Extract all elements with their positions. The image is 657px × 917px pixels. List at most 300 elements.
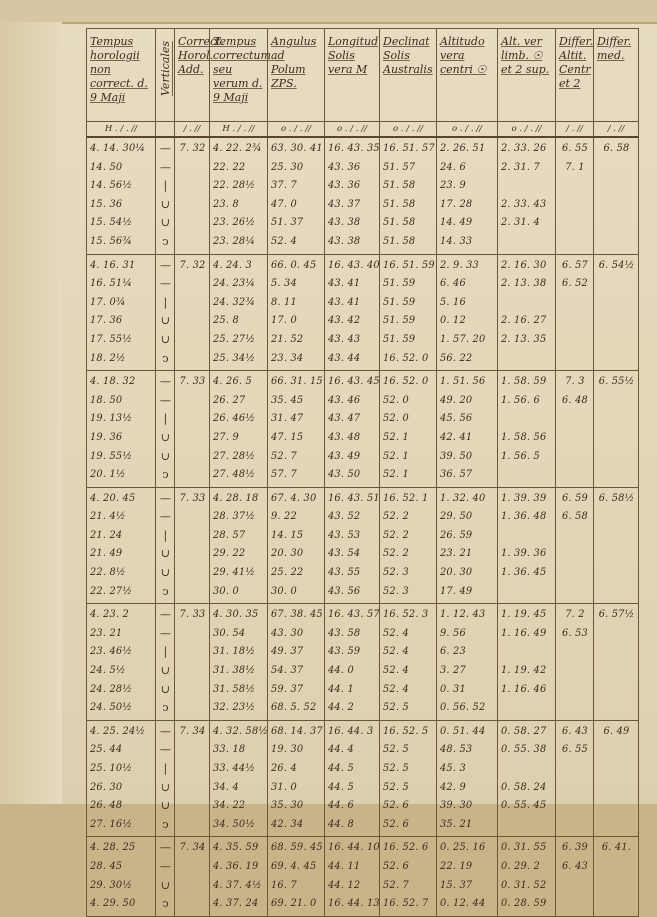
true-altitude-value: 6. 23 [440, 646, 466, 658]
sun-declination-value: 52. 2 [383, 548, 409, 560]
time-uncorrected-value: 4. 25. 24½ [90, 725, 146, 737]
hour-angle-value: 17. 0 [271, 315, 297, 327]
altitude-difference-value: 6. 52 [562, 278, 588, 290]
true-altitude-value: 49. 20 [440, 394, 473, 406]
limb-altitude-value: 2. 16. 30 [501, 259, 547, 271]
time-corrected-value: 4. 28. 18 [213, 492, 259, 504]
true-altitude-value: 39. 30 [440, 800, 473, 812]
sun-declination-value: 52. 5 [383, 763, 409, 774]
limb-altitude-value: 1. 39. 39 [501, 492, 547, 504]
limb-altitude-value [501, 350, 553, 369]
verticales-value: ∪ [160, 216, 171, 230]
verticales-value: ↄ [162, 584, 169, 598]
verticales-value: | [163, 645, 168, 659]
limb-altitude-cell [498, 487, 556, 604]
time-uncorrected-cell [87, 137, 156, 254]
time-corrected-cell [210, 254, 268, 371]
time-corrected-cell [210, 371, 268, 488]
verticales-value: | [163, 179, 168, 193]
header-row [87, 29, 639, 122]
limb-altitude-value: 0. 28. 59 [501, 898, 547, 910]
sun-longitude-value: 43. 38 [328, 235, 361, 247]
altitude-difference-value: 6. 39 [562, 842, 588, 854]
time-uncorrected-value: 21. 4½ [90, 511, 126, 523]
altitude-difference-value: 6. 55 [562, 143, 588, 154]
sun-longitude-value: 43. 50 [328, 469, 361, 481]
limb-altitude-value: 1. 36. 48 [501, 511, 547, 523]
time-corrected-value: 31. 38½ [213, 665, 256, 677]
limb-altitude-value [501, 466, 553, 485]
time-corrected-value: 4. 37. 4½ [213, 879, 262, 891]
mean-difference-value: 6. 41. [601, 842, 632, 854]
time-corrected-value: 25. 34½ [213, 352, 256, 364]
limb-altitude-value [501, 527, 553, 546]
sun-longitude-value: 16. 44. 3 [328, 725, 374, 737]
sun-longitude-value: 43. 49 [328, 450, 361, 462]
hour-angle-value: 69. 21. 0 [271, 898, 317, 910]
sun-declination-value: 16. 52. 7 [383, 898, 429, 910]
limb-altitude-value: 0. 29. 2 [501, 860, 540, 872]
sun-longitude-cell [325, 720, 380, 837]
true-altitude-value: 42. 41 [440, 431, 473, 443]
sun-longitude-value: 43. 55 [328, 567, 361, 579]
sun-declination-value: 52. 5 [383, 702, 409, 714]
sun-declination-value: 52. 6 [383, 860, 409, 872]
observation-block [87, 487, 639, 604]
true-altitude-value: 0. 31 [440, 683, 466, 695]
time-corrected-value: 22. 28½ [213, 180, 256, 192]
verticales-value: ↄ [162, 897, 169, 911]
verticales-cell [156, 254, 175, 371]
verticales-value: — [159, 510, 172, 524]
verticales-value: ∪ [160, 547, 171, 561]
mean-difference-value: 6. 58½ [598, 492, 635, 504]
time-uncorrected-value: 25. 44 [90, 744, 123, 756]
time-uncorrected-value: 22. 8½ [90, 567, 126, 579]
sun-longitude-value: 44. 12 [328, 879, 361, 891]
limb-altitude-cell [498, 371, 556, 488]
true-altitude-value: 1. 12. 43 [440, 609, 486, 621]
mean-difference-value: 6. 58 [603, 143, 630, 154]
limb-altitude-value: 1. 56. 6 [501, 394, 540, 406]
time-uncorrected-value: 4. 23. 2 [90, 609, 129, 621]
clock-correction-value: 7. 33 [179, 492, 206, 504]
limb-altitude-value [501, 583, 553, 602]
hour-angle-cell [268, 137, 325, 254]
sun-longitude-value: 43. 41 [328, 278, 361, 290]
verticales-value: ∪ [160, 878, 171, 892]
sun-longitude-value: 44. 1 [328, 683, 354, 695]
time-corrected-cell [210, 720, 268, 837]
altitude-difference-cell [556, 604, 594, 721]
hour-angle-value: 68. 14. 37 [271, 725, 323, 737]
limb-altitude-value [501, 643, 553, 662]
hour-angle-value: 37. 7 [271, 180, 297, 192]
hour-angle-cell [268, 371, 325, 488]
limb-altitude-value: 1. 56. 5 [501, 450, 540, 462]
limb-altitude-cell [498, 254, 556, 371]
time-uncorrected-value: 19. 36 [90, 431, 123, 443]
sun-declination-value: 16. 52. 0 [383, 376, 429, 388]
sun-longitude-value: 16. 43. 40 [328, 259, 380, 271]
true-altitude-value: 17. 49 [440, 585, 473, 597]
true-altitude-value: 39. 50 [440, 450, 473, 462]
limb-altitude-value: 2. 31. 7 [501, 161, 540, 173]
time-uncorrected-value: 23. 46½ [90, 646, 133, 658]
verticales-value: ∪ [160, 314, 171, 328]
verticales-value: — [159, 608, 172, 622]
left-margin [0, 22, 62, 804]
limb-altitude-value: 2. 16. 27 [501, 315, 547, 327]
true-altitude-cell [437, 720, 498, 837]
hour-angle-value: 21. 52 [271, 333, 304, 345]
true-altitude-value: 26. 59 [440, 529, 473, 541]
time-uncorrected-value: 18. 50 [90, 394, 123, 406]
altitude-difference-value: 6. 58 [562, 511, 588, 523]
verticales-value: ∪ [160, 449, 171, 463]
sun-longitude-value: 44. 0 [328, 665, 354, 677]
sun-declination-value: 16. 52. 5 [383, 725, 429, 737]
limb-altitude-cell [498, 837, 556, 916]
altitude-difference-cell [556, 837, 594, 916]
sun-declination-value: 52. 3 [383, 567, 409, 579]
sun-declination-value: 52. 5 [383, 744, 409, 756]
time-uncorrected-value: 25. 10½ [90, 763, 133, 774]
limb-altitude-value: 1. 19. 42 [501, 665, 547, 677]
verticales-value: ∪ [160, 430, 171, 444]
time-uncorrected-value: 15. 56¾ [90, 235, 133, 247]
hour-angle-value: 47. 0 [271, 198, 297, 210]
true-altitude-cell [437, 487, 498, 604]
limb-altitude-value: 0. 58. 24 [501, 781, 547, 793]
hour-angle-cell [268, 837, 325, 916]
limb-altitude-value: 0. 31. 52 [501, 879, 547, 891]
altitude-difference-cell [556, 720, 594, 837]
sun-longitude-value: 43. 48 [328, 431, 361, 443]
header-clock-correction: Correct. Horol. Add. [175, 29, 210, 122]
hour-angle-value: 31. 47 [271, 413, 304, 425]
sun-declination-value: 52. 1 [383, 431, 409, 443]
time-corrected-value: 27. 48½ [213, 469, 256, 481]
sun-longitude-value: 43. 56 [328, 585, 361, 597]
time-corrected-value: 34. 50½ [213, 818, 256, 830]
sun-longitude-cell [325, 137, 380, 254]
unit-cell: / . // [556, 122, 594, 138]
verticales-value: — [159, 375, 172, 389]
time-corrected-cell [210, 837, 268, 916]
time-uncorrected-value: 24. 28½ [90, 683, 133, 695]
hour-angle-value: 68. 5. 52 [271, 702, 317, 714]
time-corrected-value: 25. 27½ [213, 333, 256, 345]
time-uncorrected-value: 15. 54½ [90, 217, 133, 229]
hour-angle-cell [268, 604, 325, 721]
verticales-value: ∪ [160, 332, 171, 346]
time-uncorrected-cell [87, 254, 156, 371]
time-corrected-value: 23. 26½ [213, 217, 256, 229]
observation-block [87, 720, 639, 837]
verticales-value: — [159, 626, 172, 640]
hour-angle-value: 67. 38. 45 [271, 609, 323, 621]
observation-table [86, 28, 639, 917]
hour-angle-value: 63. 30. 41 [271, 143, 323, 154]
sun-declination-value: 16. 51. 57 [383, 143, 435, 154]
true-altitude-cell [437, 604, 498, 721]
sun-longitude-value: 43. 42 [328, 315, 361, 327]
limb-altitude-value: 1. 58. 59 [501, 376, 547, 388]
sun-declination-value: 52. 2 [383, 511, 409, 523]
true-altitude-value: 48. 53 [440, 744, 473, 756]
clock-correction-cell [175, 837, 210, 916]
true-altitude-value: 42. 9 [440, 781, 466, 793]
verticales-cell [156, 137, 175, 254]
hour-angle-value: 59. 37 [271, 683, 304, 695]
verticales-value: | [163, 762, 168, 775]
time-corrected-value: 27. 9 [213, 431, 239, 443]
verticales-cell [156, 371, 175, 488]
altitude-difference-value: 6. 43 [562, 860, 588, 872]
clock-correction-value: 7. 33 [179, 609, 206, 621]
header-verticales: Verticales [156, 29, 175, 122]
time-uncorrected-value: 24. 50½ [90, 702, 133, 714]
sun-longitude-value: 43. 53 [328, 529, 361, 541]
time-corrected-value: 28. 37½ [213, 511, 256, 523]
time-corrected-value: 32. 23½ [213, 702, 256, 714]
mean-difference-cell [594, 604, 639, 721]
time-corrected-value: 28. 57 [213, 529, 246, 541]
sun-declination-value: 51. 59 [383, 296, 416, 308]
time-uncorrected-value: 15. 36 [90, 198, 123, 210]
time-uncorrected-value: 4. 16. 31 [90, 259, 136, 271]
hour-angle-cell [268, 720, 325, 837]
time-uncorrected-value: 20. 1½ [90, 469, 126, 481]
sun-longitude-value: 43. 36 [328, 180, 361, 192]
sun-longitude-value: 44. 5 [328, 781, 354, 793]
true-altitude-value: 14. 33 [440, 235, 473, 247]
header-sun-declination: Declinat Solis Australis [380, 29, 437, 122]
observation-block [87, 254, 639, 371]
mean-difference-cell [594, 487, 639, 604]
sun-declination-cell [380, 487, 437, 604]
time-corrected-value: 31. 18½ [213, 646, 256, 658]
time-uncorrected-value: 17. 55½ [90, 333, 133, 345]
sun-declination-value: 52. 0 [383, 413, 409, 425]
hour-angle-value: 19. 30 [271, 744, 304, 756]
verticales-cell [156, 720, 175, 837]
time-uncorrected-value: 26. 48 [90, 800, 123, 812]
time-corrected-value: 4. 36. 19 [213, 860, 259, 872]
sun-longitude-value: 43. 58 [328, 627, 361, 639]
true-altitude-value: 0. 25. 16 [440, 842, 486, 854]
clock-correction-cell [175, 137, 210, 254]
true-altitude-value: 1. 32. 40 [440, 492, 486, 504]
true-altitude-value: 6. 46 [440, 278, 466, 290]
verticales-value: | [163, 295, 168, 309]
limb-altitude-value: 1. 16. 46 [501, 683, 547, 695]
hour-angle-cell [268, 254, 325, 371]
altitude-difference-value: 7. 2 [565, 609, 585, 621]
hour-angle-value: 52. 4 [271, 235, 297, 247]
clock-correction-cell [175, 720, 210, 837]
altitude-difference-value: 6. 53 [562, 627, 588, 639]
true-altitude-value: 45. 56 [440, 413, 473, 425]
sun-declination-cell [380, 371, 437, 488]
sun-longitude-value: 44. 6 [328, 800, 354, 812]
sun-declination-value: 52. 7 [383, 879, 409, 891]
sun-declination-value: 51. 57 [383, 161, 416, 173]
header-sun-longitude: Longitud Solis vera M [325, 29, 380, 122]
header-time-corrected: Tempus correctum seu verum d. 9 Maji [210, 29, 268, 122]
hour-angle-value: 16. 7 [271, 879, 297, 891]
sun-longitude-value: 43. 54 [328, 548, 361, 560]
unit-cell: o . / . // [325, 122, 380, 138]
time-corrected-cell [210, 137, 268, 254]
hour-angle-value: 57. 7 [271, 469, 297, 481]
sun-longitude-value: 43. 36 [328, 161, 361, 173]
sun-declination-value: 51. 58 [383, 180, 416, 192]
limb-altitude-value: 2. 13. 35 [501, 333, 547, 345]
time-corrected-cell [210, 487, 268, 604]
sun-longitude-cell [325, 604, 380, 721]
time-corrected-value: 22. 22 [213, 161, 246, 173]
altitude-difference-value: 7. 3 [565, 376, 585, 388]
true-altitude-cell [437, 837, 498, 916]
hour-angle-value: 43. 30 [271, 627, 304, 639]
limb-altitude-value: 2. 31. 4 [501, 217, 540, 229]
sun-declination-value: 52. 3 [383, 585, 409, 597]
hour-angle-value: 52. 7 [271, 450, 297, 462]
true-altitude-cell [437, 137, 498, 254]
verticales-value: ∪ [160, 799, 171, 813]
verticales-value: — [159, 258, 172, 272]
time-corrected-value: 23. 8 [213, 198, 239, 210]
sun-longitude-cell [325, 371, 380, 488]
true-altitude-value: 0. 51. 44 [440, 725, 486, 737]
limb-altitude-value: 2. 13. 38 [501, 278, 547, 290]
true-altitude-value: 1. 51. 56 [440, 376, 486, 388]
sun-longitude-cell [325, 254, 380, 371]
sun-declination-cell [380, 720, 437, 837]
altitude-difference-value: 6. 55 [562, 744, 588, 756]
limb-altitude-value [501, 760, 553, 779]
limb-altitude-value [501, 816, 553, 835]
observation-block [87, 371, 639, 488]
time-uncorrected-value: 17. 0¾ [90, 296, 126, 308]
true-altitude-value: 17. 28 [440, 198, 473, 210]
verticales-value: | [163, 412, 168, 426]
hour-angle-value: 14. 15 [271, 529, 304, 541]
header-time-uncorrected: Tempus horologii non correct. d. 9 Maji [87, 29, 156, 122]
limb-altitude-value [501, 410, 553, 429]
verticales-value: ↄ [162, 351, 169, 365]
clock-correction-value: 7. 32 [179, 143, 206, 154]
sun-declination-value: 51. 59 [383, 333, 416, 345]
verticales-value: — [159, 160, 172, 174]
sun-declination-value: 52. 4 [383, 646, 409, 658]
limb-altitude-value: 1. 36. 45 [501, 567, 547, 579]
sun-longitude-value: 16. 43. 45 [328, 376, 380, 388]
true-altitude-value: 2. 26. 51 [440, 143, 486, 154]
time-uncorrected-value: 19. 55½ [90, 450, 133, 462]
verticales-value: ∪ [160, 197, 171, 211]
sun-declination-value: 52. 6 [383, 800, 409, 812]
header-true-altitude: Altitudo vera centri ☉ [437, 29, 498, 122]
time-uncorrected-value: 26. 30 [90, 781, 123, 793]
mean-difference-value: 6. 55½ [598, 376, 635, 388]
sun-declination-value: 51. 59 [383, 278, 416, 290]
limb-altitude-cell [498, 604, 556, 721]
verticales-value: — [159, 393, 172, 407]
sun-longitude-value: 43. 43 [328, 333, 361, 345]
true-altitude-value: 23. 9 [440, 180, 466, 192]
time-corrected-value: 24. 32¾ [213, 296, 256, 308]
sun-declination-value: 52. 0 [383, 394, 409, 406]
time-corrected-value: 4. 37. 24 [213, 898, 259, 910]
verticales-value: ∪ [160, 780, 171, 794]
hour-angle-value: 66. 31. 15 [271, 376, 323, 388]
sun-longitude-value: 16. 44. 13 [328, 898, 380, 910]
sun-declination-value: 52. 5 [383, 781, 409, 793]
verticales-cell [156, 837, 175, 916]
true-altitude-value: 24. 6 [440, 161, 466, 173]
units-row [87, 122, 639, 138]
verticales-value: ↄ [162, 468, 169, 482]
true-altitude-value: 56. 22 [440, 352, 473, 364]
time-uncorrected-value: 21. 49 [90, 548, 123, 560]
time-corrected-value: 34. 4 [213, 781, 239, 793]
sun-declination-value: 16. 51. 59 [383, 259, 435, 271]
sun-declination-value: 52. 1 [383, 450, 409, 462]
verticales-value: — [159, 841, 172, 855]
verticales-value: ∪ [160, 566, 171, 580]
clock-correction-cell [175, 254, 210, 371]
sun-longitude-value: 44. 5 [328, 763, 354, 774]
verticales-value: ↄ [162, 701, 169, 715]
hour-angle-value: 68. 59. 45 [271, 842, 323, 854]
mean-difference-cell [594, 137, 639, 254]
hour-angle-value: 8. 11 [271, 296, 297, 308]
sun-declination-value: 51. 58 [383, 217, 416, 229]
sun-longitude-value: 43. 44 [328, 352, 361, 364]
time-uncorrected-value: 27. 16½ [90, 818, 133, 830]
sun-declination-cell [380, 137, 437, 254]
time-corrected-value: 26. 27 [213, 394, 246, 406]
sun-declination-value: 52. 4 [383, 683, 409, 695]
hour-angle-value: 25. 30 [271, 161, 304, 173]
sun-declination-value: 52. 6 [383, 818, 409, 830]
limb-altitude-value: 1. 19. 45 [501, 609, 547, 621]
clock-correction-cell [175, 371, 210, 488]
verticales-value: | [163, 528, 168, 542]
true-altitude-value: 5. 16 [440, 296, 466, 308]
true-altitude-value: 23. 21 [440, 548, 473, 560]
unit-cell: H . / . // [210, 122, 268, 138]
altitude-difference-cell [556, 371, 594, 488]
mean-difference-cell [594, 837, 639, 916]
time-uncorrected-value: 14. 50 [90, 161, 123, 173]
true-altitude-value: 0. 56. 52 [440, 702, 486, 714]
time-uncorrected-value: 19. 13½ [90, 413, 133, 425]
hour-angle-value: 25. 22 [271, 567, 304, 579]
true-altitude-value: 0. 12 [440, 315, 466, 327]
sun-declination-cell [380, 604, 437, 721]
true-altitude-value: 3. 27 [440, 665, 466, 677]
time-uncorrected-value: 4. 29. 50 [90, 898, 136, 910]
hour-angle-value: 5. 34 [271, 278, 297, 290]
true-altitude-value: 35. 21 [440, 818, 473, 830]
time-uncorrected-cell [87, 837, 156, 916]
hour-angle-value: 31. 0 [271, 781, 297, 793]
time-corrected-value: 30. 54 [213, 627, 246, 639]
